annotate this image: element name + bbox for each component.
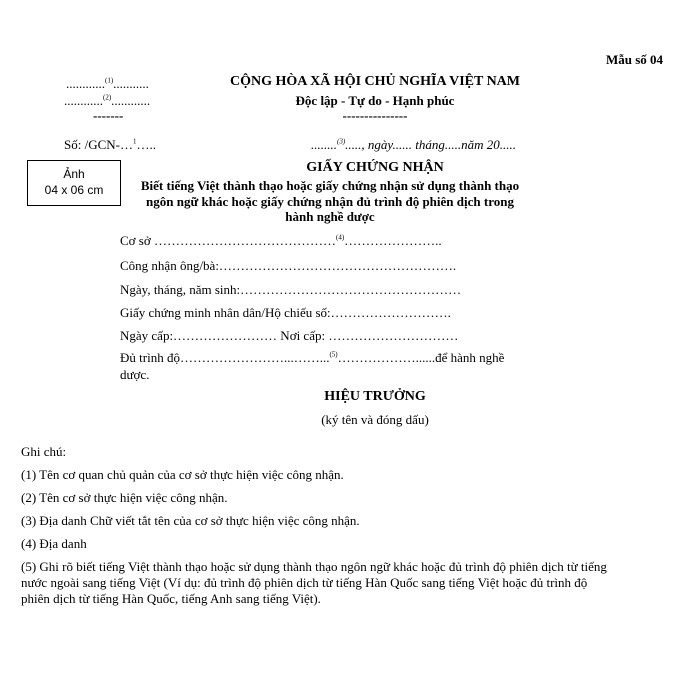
parent-agency-line: ............$^{(1)}$........... xyxy=(66,76,149,91)
form-number: Mẫu số 04 xyxy=(606,52,664,67)
photo-placeholder xyxy=(27,160,121,206)
note-3: (3) Địa danh Chữ viết tắt tên của cơ sở thực hiện việc công nhận. xyxy=(21,513,360,528)
note-5-line-3: phiên dịch từ tiếng Hàn Quốc, tiếng Anh sang tiếng Việt). xyxy=(21,591,321,606)
motto-rule: --------------- xyxy=(342,108,408,123)
facility-name-line: ............$^{(2)}$............ xyxy=(64,93,151,108)
field-level: Đủ trình độ……………………...……...$^{(5)}$………………......để hành nghề xyxy=(120,350,505,365)
date-line: ........$^{(3)}$....., ngày...... tháng.....năm 20..... xyxy=(311,137,516,152)
certificate-subtitle-2: ngôn ngữ khác hoặc giấy chứng nhận đủ trình độ phiên dịch trong xyxy=(146,194,514,209)
left-header-rule: ------- xyxy=(93,108,124,123)
photo-size: 04 x 06 cm xyxy=(44,183,104,197)
signature-note: (ký tên và đóng dấu) xyxy=(321,412,429,427)
certificate-title: GIẤY CHỨNG NHẬN xyxy=(306,160,444,175)
note-4: (4) Địa danh xyxy=(21,536,87,551)
field-recognize: Công nhận ông/bà:………………………………………………. xyxy=(120,258,457,273)
field-facility: Cơ sở ……………………………………$^{(4)}$………………….. xyxy=(120,233,442,248)
photo-label: Ảnh xyxy=(63,167,85,181)
motto: Độc lập - Tự do - Hạnh phúc xyxy=(295,93,455,108)
certificate-subtitle-3: hành nghề dược xyxy=(285,209,375,224)
note-5-line-1: (5) Ghi rõ biết tiếng Việt thành thạo hoặc sử dụng thành thạo ngôn ngữ khác hoặc đủ trình độ phiên dịch từ tiếng xyxy=(21,559,607,574)
field-id-card: Giấy chứng minh nhân dân/Hộ chiếu số:………………………. xyxy=(120,305,451,320)
certificate-subtitle-1: Biết tiếng Việt thành thạo hoặc giấy chứng nhận sử dụng thành thạo xyxy=(140,178,520,193)
field-dob: Ngày, tháng, năm sinh:…………………………………………… xyxy=(120,282,462,297)
note-5-line-2: nước ngoài sang tiếng Việt (Ví dụ: đủ trình độ phiên dịch từ tiếng Hàn Quốc sang tiếng Việt hoặc đủ trình độ xyxy=(21,575,588,590)
country-title: CỘNG HÒA XÃ HỘI CHỦ NGHĨA VIỆT NAM xyxy=(229,74,520,89)
note-2: (2) Tên cơ sở thực hiện việc công nhận. xyxy=(21,490,228,505)
certificate-number: Số: /GCN-…$^1$….. xyxy=(64,137,156,152)
field-level-end: dược. xyxy=(120,367,150,382)
field-issue: Ngày cấp:…………………… Nơi cấp: ………………………… xyxy=(120,328,459,343)
notes-heading: Ghi chú: xyxy=(21,444,67,459)
signature-title: HIỆU TRƯỞNG xyxy=(324,389,426,404)
note-1: (1) Tên cơ quan chủ quản của cơ sở thực hiện việc công nhận. xyxy=(21,467,344,482)
